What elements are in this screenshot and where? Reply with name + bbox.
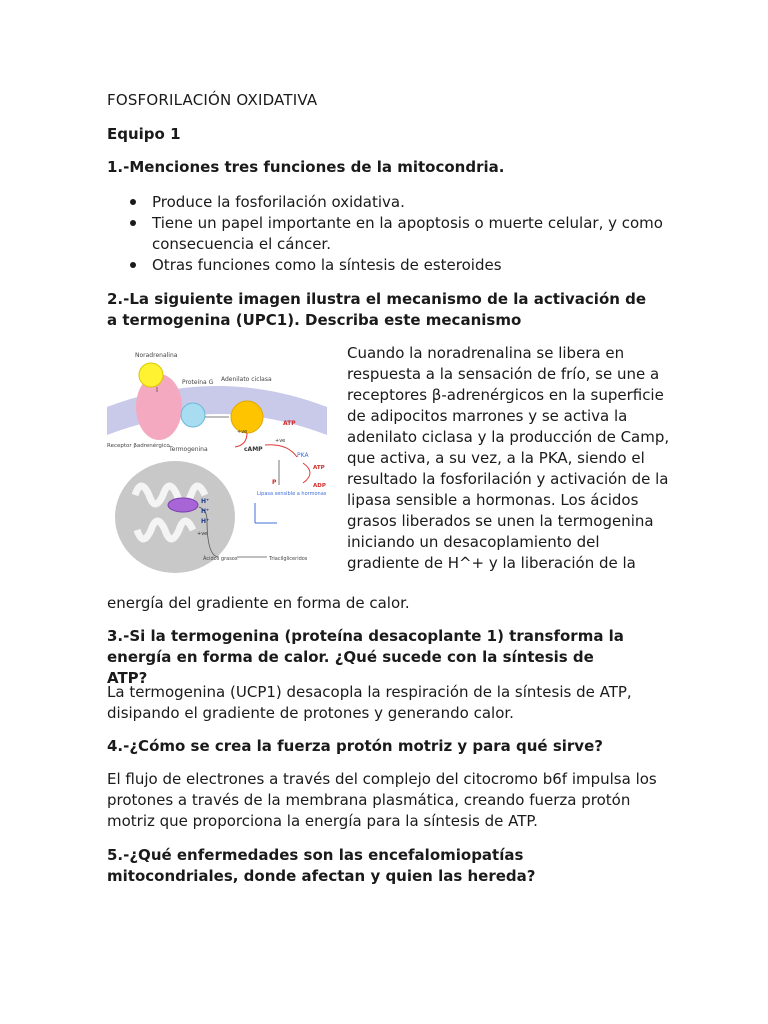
question-3-heading: 3.-Si la termogenina (proteína desacoplante 1) transforma la energía en forma de calor. ¿Qué sucede con la síntesis de ATP? — [107, 627, 624, 687]
bullet-item: Tiene un papel importante en la apoptosis o muerte celular, y como consecuencia el cáncer. — [152, 213, 672, 255]
label-adp: ADP — [313, 483, 326, 489]
team-label: Equipo 1 — [107, 125, 181, 143]
label-proton: H⁺ — [201, 498, 210, 505]
question-3-answer: La termogenina (UCP1) desacopla la respiración de la síntesis de ATP, disipando el gradiente de protones y generando calor. — [107, 683, 632, 722]
label-noradrenalina: Noradrenalina — [135, 352, 178, 359]
label-pos-1: +ve — [237, 429, 248, 435]
label-proton: H⁺ — [201, 508, 210, 515]
bullet-item: Produce la fosforilación oxidativa. — [152, 192, 672, 213]
label-camp: cAMP — [244, 446, 263, 453]
arrow-shape — [303, 463, 310, 483]
question-2-heading: 2.-La siguiente imagen ilustra el mecanismo de la activación de a termogenina (UPC1). Describa este mecanismo — [107, 290, 647, 329]
label-proteina-g: Proteína G — [182, 379, 214, 386]
document-title: FOSFORILACIÓN OXIDATIVA — [107, 91, 318, 109]
label-pka: PKA — [297, 452, 309, 459]
thermogenin-diagram — [107, 345, 327, 580]
thermogenin-shape — [168, 498, 198, 512]
label-proton: H⁺ — [201, 518, 210, 525]
question-2-answer-side: Cuando la noradrenalina se libera en respuesta a la sensación de frío, se une a receptores β-adrenérgicos en la superficie de adipocitos marrones y se activa la adenilato ciclasa y la producción de Camp, que activa, a su vez, a la PKA, siendo el resultado la fosforilación y activación de la lipasa sensible a hormonas. Los ácidos grasos liberados se unen la termogenina iniciando un desacoplamiento del gradiente de H^+ y la liberación de la — [347, 344, 670, 572]
label-acidos-grasos: Ácidos grasos — [203, 556, 238, 562]
arrow-shape — [265, 445, 297, 457]
thermogenin-diagram-svg — [107, 345, 327, 580]
label-phosphate: P — [272, 479, 277, 486]
question-4-answer: El flujo de electrones a través del complejo del citocromo b6f impulsa los protones a través de la membrana plasmática, creando fuerza protón motriz que proporciona la energía para la síntesis de ATP. — [107, 770, 657, 830]
label-triacilgliceridos: Triacilgliceridos — [269, 556, 308, 562]
question-5-heading: 5.-¿Qué enfermedades son las encefalomiopatías mitocondriales, donde afectan y quien las hereda? — [107, 846, 536, 885]
noradrenaline-shape — [139, 363, 163, 387]
bullet-item: Otras funciones como la síntesis de esteroides — [152, 255, 672, 276]
label-atp-1: ATP — [283, 420, 296, 427]
question-4-heading: 4.-¿Cómo se crea la fuerza protón motriz y para qué sirve? — [107, 737, 603, 755]
label-atp-2: ATP — [313, 465, 325, 471]
label-termogenina: Termogenina — [169, 446, 208, 453]
label-pos-2: +ve — [275, 438, 286, 444]
question-1-bullet-list — [107, 192, 672, 276]
question-2-answer-tail: energía del gradiente en forma de calor. — [107, 594, 410, 612]
question-1-heading: 1.-Menciones tres funciones de la mitocondria. — [107, 158, 505, 176]
protein-g-shape — [181, 403, 205, 427]
label-lipasa: Lipasa sensible a hormonas — [257, 491, 327, 497]
arrow-shape — [235, 433, 247, 447]
label-pos-3: +ve — [197, 531, 208, 537]
label-receptor: Receptor βadrenérgico — [107, 443, 170, 449]
label-adenilato-ciclasa: Adenilato ciclasa — [221, 376, 272, 383]
